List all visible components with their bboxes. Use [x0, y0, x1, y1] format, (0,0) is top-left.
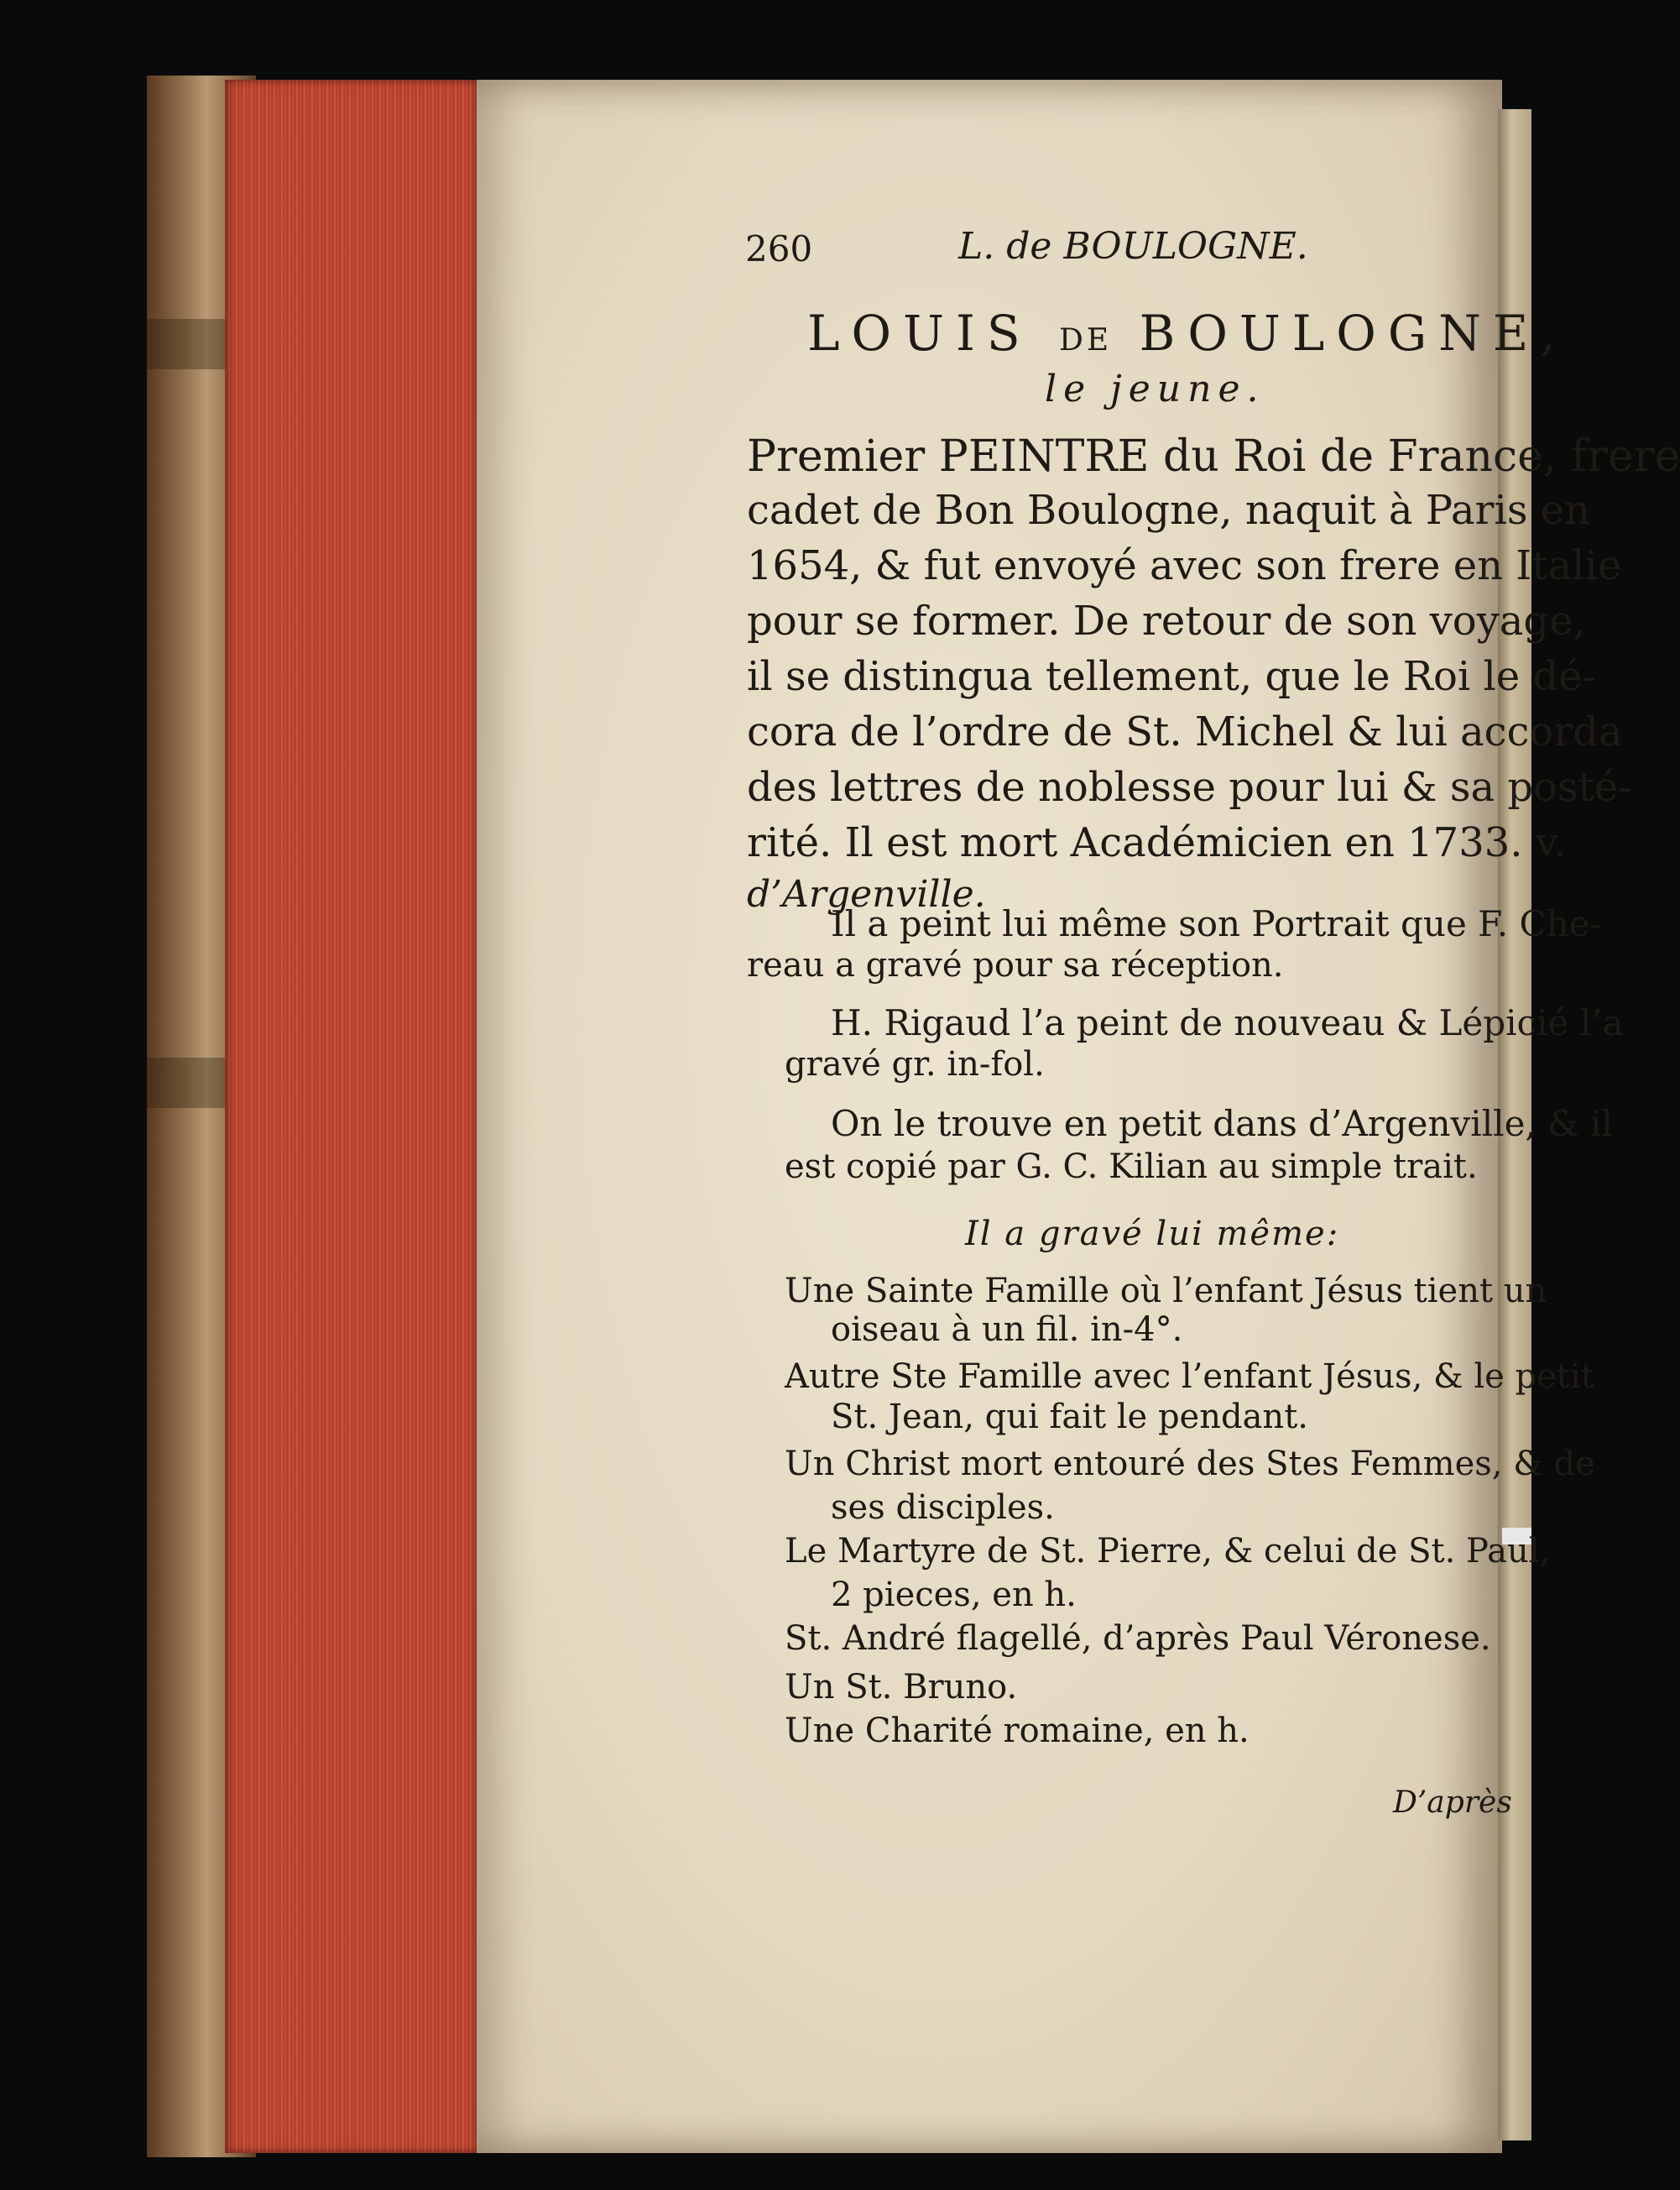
work-entry: Un Christ mort entouré des Stes Femmes, & de [785, 1445, 1595, 1483]
portrait-line: H. Rigaud l’a peint de nouveau & Lépicié l’a [831, 1002, 1624, 1043]
portrait-line: On le trouve en petit dans d’Argenville, & il [831, 1103, 1613, 1144]
work-entry: Une Charité romaine, en h. [785, 1712, 1250, 1750]
text-line: cora de l’ordre de St. Michel & lui accorda [747, 708, 1623, 755]
work-entry: St. André flagellé, d’après Paul Véronese. [785, 1619, 1491, 1658]
work-entry: Une Sainte Famille où l’enfant Jésus tient un [785, 1272, 1547, 1310]
text-line: des lettres de noblesse pour lui & sa posté- [747, 764, 1632, 811]
red-page-edges [225, 80, 483, 2153]
text-line: Premier PEINTRE du Roi de France, frere [747, 431, 1680, 482]
title-name-last: BOULOGNE, [1139, 305, 1568, 362]
text-line: rité. Il est mort Académicien en 1733. v. [747, 819, 1567, 866]
portrait-line: est copié par G. C. Kilian au simple trait. [785, 1147, 1478, 1186]
text-line: 1654, & fut envoyé avec son frere en Italie [747, 542, 1622, 589]
article-title [807, 305, 1568, 362]
work-entry: oiseau à un fil. in-4°. [831, 1310, 1183, 1349]
portrait-line: reau a gravé pour sa réception. [747, 946, 1284, 985]
portrait-line: Il a peint lui même son Portrait que F. Che- [831, 903, 1602, 944]
text-line: pour se former. De retour de son voyage, [747, 598, 1586, 645]
work-entry: Autre Ste Famille avec l’enfant Jésus, & le petit [785, 1357, 1594, 1396]
work-entry: Le Martyre de St. Pierre, & celui de St. Paul, [785, 1532, 1551, 1571]
work-entry: St. Jean, qui fait le pendant. [831, 1398, 1308, 1436]
title-particle: DE [1059, 323, 1113, 358]
text-line: cadet de Bon Boulogne, naquit à Paris en [747, 487, 1591, 534]
text-line: il se distingua tellement, que le Roi le dé- [747, 653, 1596, 700]
works-heading: Il a gravé lui même: [965, 1215, 1340, 1253]
page-number: 260 [745, 228, 813, 269]
portrait-line: gravé gr. in-fol. [785, 1045, 1045, 1084]
work-entry: Un St. Bruno. [785, 1668, 1018, 1707]
text-line: d’Argenville. [747, 873, 986, 916]
catchword: D’après [1393, 1785, 1512, 1820]
title-name-first: LOUIS [807, 305, 1032, 362]
article-subtitle: le jeune. [1045, 368, 1265, 410]
work-entry: ses disciples. [831, 1488, 1055, 1527]
running-title: L. de BOULOGNE. [958, 225, 1308, 268]
work-entry: 2 pieces, en h. [831, 1576, 1077, 1614]
